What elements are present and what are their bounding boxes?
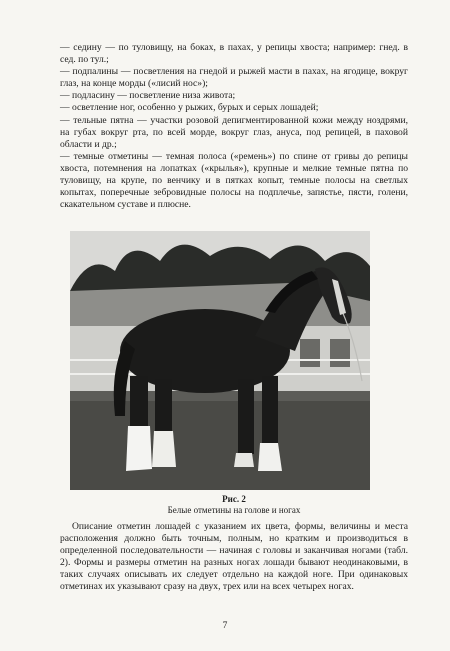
paragraph-podpaliny: — подпалины — посветления на гнедой и рыжей масти в пахах, на ягодице, вокруг глаз, на конце морды («лисий нос»); [60,66,408,90]
paragraph-dark-marks: — темные отметины — темная полоса («ремень») по спине от гривы до репицы хвоста, потемнения на лопатках («крылья»), крупные и мелкие темные пятна по туловищу, на крупе, по венчику и в пятках копыт, темные полосы на светлых копытах, поперечные зебровидные полосы на подплечье, запястье, пясти, голени, скакательном суставе и плюсне. [60,150,408,211]
paragraph-skin-spots: — тельные пятна — участки розовой депигментированной кожи между ноздрями, на губах вокруг рта, по всей морде, вокруг глаз, ануса, под репицей, в паховой области и др.; [60,114,408,150]
bottom-text [60,521,408,594]
top-text [60,42,408,211]
horse-illustration [70,231,370,490]
figure-title: Рис. 2 [222,494,246,504]
paragraph-description-rules: Описание отметин лошадей с указанием их цвета, формы, величины и места расположения должно быть точным, полным, но кратким и производиться в определенной последовательности — начиная с головы и заканчивая ногами (табл. 2). Формы и размеры отметин на разных ногах лошади бывают неодинаковыми, в таких случаях описывать их следует отдельно на каждой ноге. При одинаковых отметинах их указывают сразу на двух, трех или на всех четырех ногах. [60,521,408,593]
horse-photo [70,231,370,490]
paragraph-legs-lightening: — осветление ног, особенно у рыжих, бурых и серых лошадей; [60,102,319,114]
paragraph-sedina: — седину — по туловищу, на боках, в пахах, у репицы хвоста; например: гнед. в сед. по тул.; [60,42,408,66]
paragraph-podlasina: — подласину — посветление низа живота; [60,90,236,102]
page-number: 7 [222,621,228,631]
figure-caption: Белые отметины на голове и ногах [167,505,301,515]
